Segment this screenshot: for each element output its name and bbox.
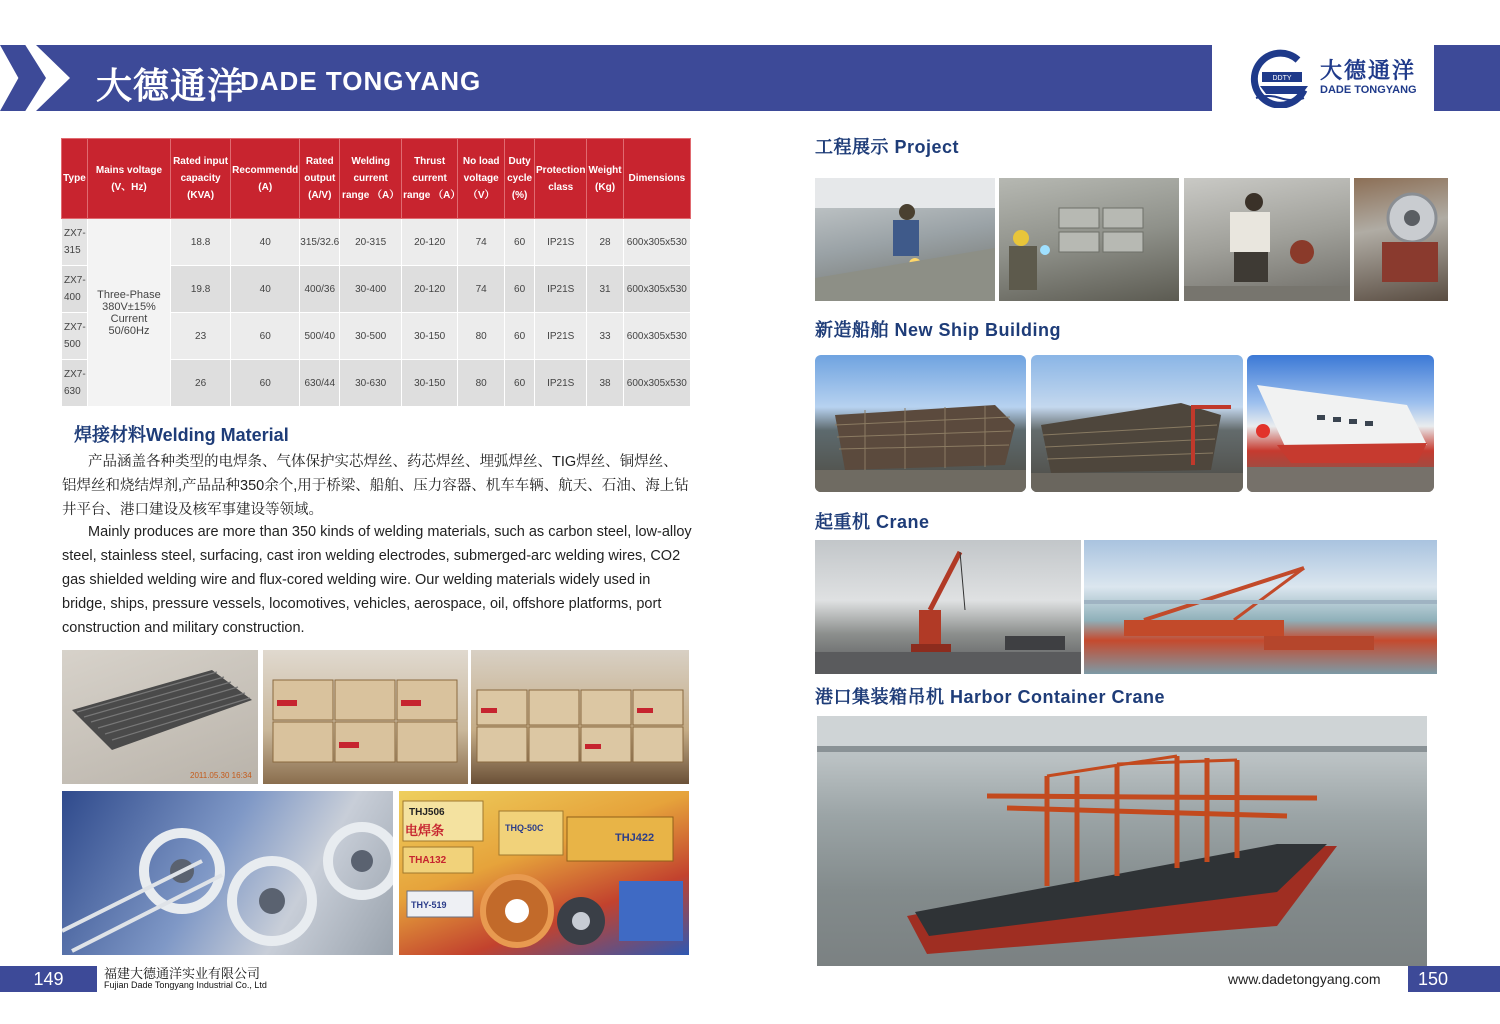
table-cell: 33 [587, 313, 623, 360]
company-logo-icon [1248, 48, 1312, 108]
header-title-en: DADE TONGYANG [240, 66, 482, 96]
header-chevron [0, 45, 46, 111]
mains-line: 380V±15% [102, 300, 156, 313]
table-cell: 30-400 [340, 266, 402, 313]
crane-photo-1 [815, 540, 1081, 674]
floating-crane-illustration [1084, 540, 1437, 674]
table-cell: 30-150 [402, 360, 458, 407]
product-boxes-illustration [399, 791, 689, 955]
photo-timestamp: 2011.05.30 16:34 [190, 771, 252, 780]
project-photo-welding-2 [999, 178, 1179, 301]
ship-launch-photo [1247, 355, 1434, 492]
type-number: 315 [64, 245, 81, 256]
project-heading: 工程展示 Project [815, 137, 960, 157]
box-label: THJ506 [409, 807, 445, 818]
table-cell: 600x305x530 [623, 266, 690, 313]
welding-description-en: Mainly produces are more than 350 kinds of welding materials, such as carbon steel, low-alloy steel, stainless steel, surfacing, cast iron welding electrodes, submerged-arc welding wires, CO2 gas shielded welding wire and flux-cored welding wire. Our welding materials widely used in bridge, ships, pressure vessels, locomotives, vehicles, aerospace, oil, offshore platforms, port construction and military construction. [62, 524, 692, 636]
website-url[interactable]: www.dadetongyang.com [1228, 971, 1381, 987]
mains-voltage-cell [87, 219, 170, 407]
portal-crane-illustration [815, 540, 1081, 674]
welding-material-heading: 焊接材料Welding Material [74, 425, 289, 445]
company-name-en: Fujian Dade Tongyang Industrial Co., Ltd [104, 980, 267, 990]
table-cell: 40 [231, 219, 300, 266]
table-cell: 20-315 [340, 219, 402, 266]
header-cell: Thrust current range （A） [402, 139, 458, 219]
company-name-cn: 福建大德通洋实业有限公司 [104, 966, 261, 981]
header-cell: No load voltage （V） [458, 139, 505, 219]
box-label: THY-519 [411, 900, 447, 910]
table-cell: 60 [231, 360, 300, 407]
table-cell: 19.8 [170, 266, 230, 313]
welding-rods-illustration [62, 650, 258, 784]
table-cell: 30-150 [402, 313, 458, 360]
table-cell: 23 [170, 313, 230, 360]
page-number-right: 150 [1417, 969, 1449, 989]
harbor-container-crane-heading: 港口集装箱吊机 Harbor Container Crane [815, 687, 1166, 707]
header-cell: Duty cycle (%) [505, 139, 535, 219]
type-prefix: ZX7- [64, 322, 86, 333]
stacked-boxes-illustration [471, 650, 689, 784]
table-cell: IP21S [535, 266, 587, 313]
worker-welding-illustration [1184, 178, 1350, 301]
mains-line: Three-Phase [97, 288, 161, 301]
box-label: 电焊条 [405, 823, 445, 838]
table-cell: IP21S [535, 219, 587, 266]
header-cell: Rated input capacity (KVA) [170, 139, 230, 219]
spec-table [61, 138, 691, 407]
table-cell: IP21S [535, 313, 587, 360]
table-cell: 400/36 [300, 266, 340, 313]
type-number: 400 [64, 292, 81, 303]
header-cell: Dimensions [623, 139, 690, 219]
table-cell: 74 [458, 266, 505, 313]
stacked-boxes-illustration [263, 650, 468, 784]
welding-rods-photo [62, 650, 258, 784]
box-label: THJ422 [615, 832, 655, 844]
project-photo-wire-feeder [1354, 178, 1448, 301]
table-cell: 26 [170, 360, 230, 407]
wire-spools-illustration [62, 791, 393, 955]
box-label: THQ-50C [505, 823, 544, 833]
table-cell: 18.8 [170, 219, 230, 266]
crane-photo-2 [1084, 540, 1437, 674]
spec-header-row [62, 139, 691, 219]
type-prefix: ZX7- [64, 369, 86, 380]
ship-hull-scaffolding-illustration [1031, 355, 1243, 492]
table-cell: 20-120 [402, 266, 458, 313]
logo-text-en: DADE TONGYANG [1320, 84, 1417, 96]
type-prefix: ZX7- [64, 228, 86, 239]
logo-text-cn: 大德通洋 [1320, 58, 1417, 83]
header-cell: Weight (Kg) [587, 139, 623, 219]
table-cell: 30-630 [340, 360, 402, 407]
mains-line: 50/60Hz [108, 324, 150, 337]
header-cell: Welding current range （A） [340, 139, 402, 219]
worker-welding-illustration [815, 178, 995, 301]
box-label: THA132 [409, 855, 447, 866]
header-cell: Mains voltage (V、Hz) [87, 139, 170, 219]
project-photo-welding-3 [1184, 178, 1350, 301]
ship-building-photo-2 [1031, 355, 1243, 492]
worker-welding-illustration [999, 178, 1179, 301]
table-cell: 60 [505, 266, 535, 313]
table-cell: 500/40 [300, 313, 340, 360]
table-cell: 60 [505, 219, 535, 266]
table-cell: 315/32.6 [300, 219, 340, 266]
welding-description-cn: 产品涵盖各种类型的电焊条、气体保护实芯焊丝、药芯焊丝、埋弧焊丝、TIG焊丝、铜焊丝、铝焊丝和烧结焊剂,产品品种350余个,用于桥梁、船舶、压力容器、机车车辆、航天、石油、海上钻井平台、港口建设及核军事建设等领域。 [62, 454, 689, 518]
welding-products-photo [399, 791, 689, 955]
page-number-left: 149 [33, 969, 64, 989]
table-cell: 60 [505, 313, 535, 360]
table-cell: 60 [505, 360, 535, 407]
table-cell: 74 [458, 219, 505, 266]
table-cell: 80 [458, 313, 505, 360]
type-number: 500 [64, 339, 81, 350]
header-cell: Type [62, 139, 88, 219]
type-cell [62, 313, 88, 360]
table-cell: 60 [231, 313, 300, 360]
welding-wire-spools-photo [62, 791, 393, 955]
header-cell: Recommendd (A) [231, 139, 300, 219]
type-cell [62, 219, 88, 266]
table-cell: 31 [587, 266, 623, 313]
table-cell: 600x305x530 [623, 360, 690, 407]
ship-building-photo-1 [815, 355, 1026, 492]
welding-boxes-photo-2 [471, 650, 689, 784]
header-bar-end [1434, 45, 1500, 111]
table-cell: 20-120 [402, 219, 458, 266]
ship-hull-scaffolding-illustration [815, 355, 1026, 492]
crane-heading: 起重机 Crane [815, 512, 930, 532]
logo-mark-text: DDTY [1272, 75, 1292, 82]
header-cell: Rated output (A/V) [300, 139, 340, 219]
wire-feeder-illustration [1354, 178, 1448, 301]
header-title-cn: 大德通洋 [96, 65, 245, 106]
type-number: 630 [64, 386, 81, 397]
table-cell: IP21S [535, 360, 587, 407]
table-cell: 600x305x530 [623, 313, 690, 360]
table-cell: 80 [458, 360, 505, 407]
header-cell: Protection class [535, 139, 587, 219]
crane-transport-ship-illustration [817, 716, 1427, 966]
table-cell: 30-500 [340, 313, 402, 360]
table-cell: 38 [587, 360, 623, 407]
mains-line: Current [110, 312, 148, 325]
table-cell: 28 [587, 219, 623, 266]
new-ship-illustration [1247, 355, 1434, 492]
table-row [62, 219, 691, 266]
project-photo-welding-1 [815, 178, 995, 301]
table-cell: 40 [231, 266, 300, 313]
table-cell: 630/44 [300, 360, 340, 407]
welding-boxes-photo-1 [263, 650, 468, 784]
table-cell: 600x305x530 [623, 219, 690, 266]
harbor-container-crane-photo [817, 716, 1427, 966]
new-ship-building-heading: 新造船舶 New Ship Building [815, 320, 1061, 340]
type-cell [62, 266, 88, 313]
type-prefix: ZX7- [64, 275, 86, 286]
type-cell [62, 360, 88, 407]
